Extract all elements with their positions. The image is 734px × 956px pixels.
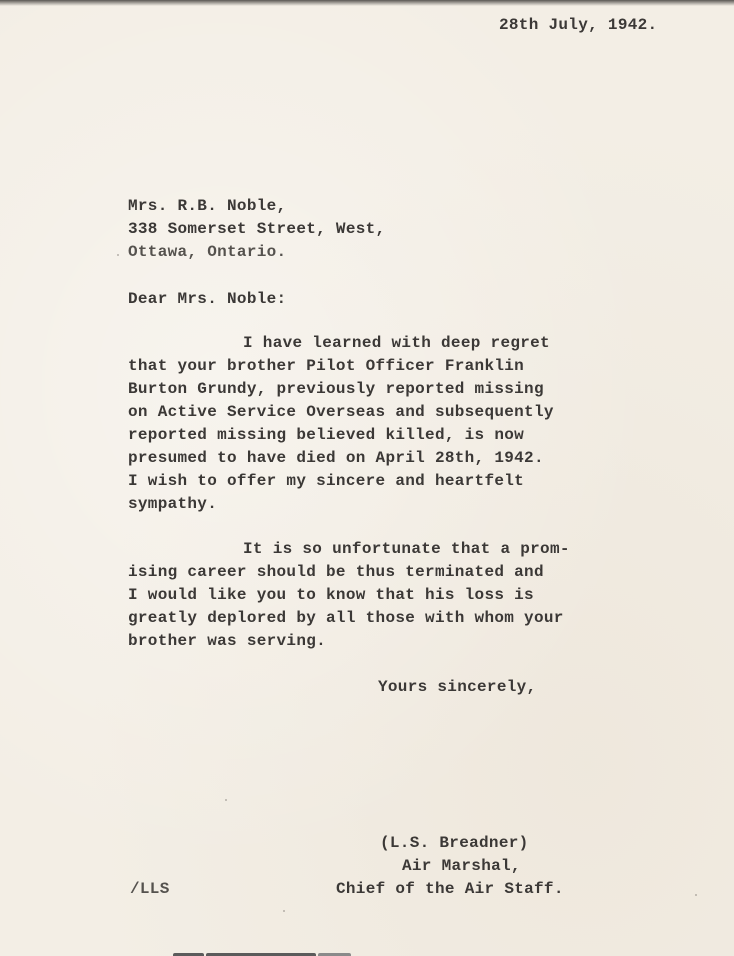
page-top-edge — [0, 0, 734, 6]
paper-speck — [117, 254, 119, 256]
paper-speck — [283, 910, 285, 912]
signatory-title: Chief of the Air Staff. — [336, 880, 564, 898]
paragraph-line: sympathy. — [128, 495, 218, 513]
signatory-name: (L.S. Breadner) — [380, 834, 529, 852]
paragraph-line: brother was serving. — [128, 632, 327, 650]
paragraph-line: I would like you to know that his loss is — [128, 586, 534, 604]
paper-speck — [225, 799, 227, 801]
paragraph-line: Burton Grundy, previously reported missing — [128, 380, 544, 398]
paragraph-line: I wish to offer my sincere and heartfelt — [128, 472, 525, 490]
paper-speck — [695, 894, 697, 896]
letter-date: 28th July, 1942. — [499, 16, 658, 34]
paragraph-line: It is so unfortunate that a prom- — [243, 540, 570, 558]
letter-page — [0, 4, 734, 956]
salutation: Dear Mrs. Noble: — [128, 290, 287, 308]
paragraph-line: reported missing believed killed, is now — [128, 426, 525, 444]
paragraph-line: that your brother Pilot Officer Franklin — [128, 357, 525, 375]
paragraph-line: ising career should be thus terminated and — [128, 563, 544, 581]
paragraph-line: presumed to have died on April 28th, 1942. — [128, 449, 544, 467]
reference-initials: /LLS — [130, 880, 170, 898]
recipient-street: 338 Somerset Street, West, — [128, 220, 386, 238]
paragraph-line: I have learned with deep regret — [243, 334, 550, 352]
recipient-city: Ottawa, Ontario. — [128, 243, 287, 261]
recipient-name: Mrs. R.B. Noble, — [128, 197, 287, 215]
closing: Yours sincerely, — [378, 678, 537, 696]
signatory-rank: Air Marshal, — [402, 857, 521, 875]
paragraph-line: greatly deplored by all those with whom your — [128, 609, 564, 627]
paragraph-line: on Active Service Overseas and subsequently — [128, 403, 554, 421]
